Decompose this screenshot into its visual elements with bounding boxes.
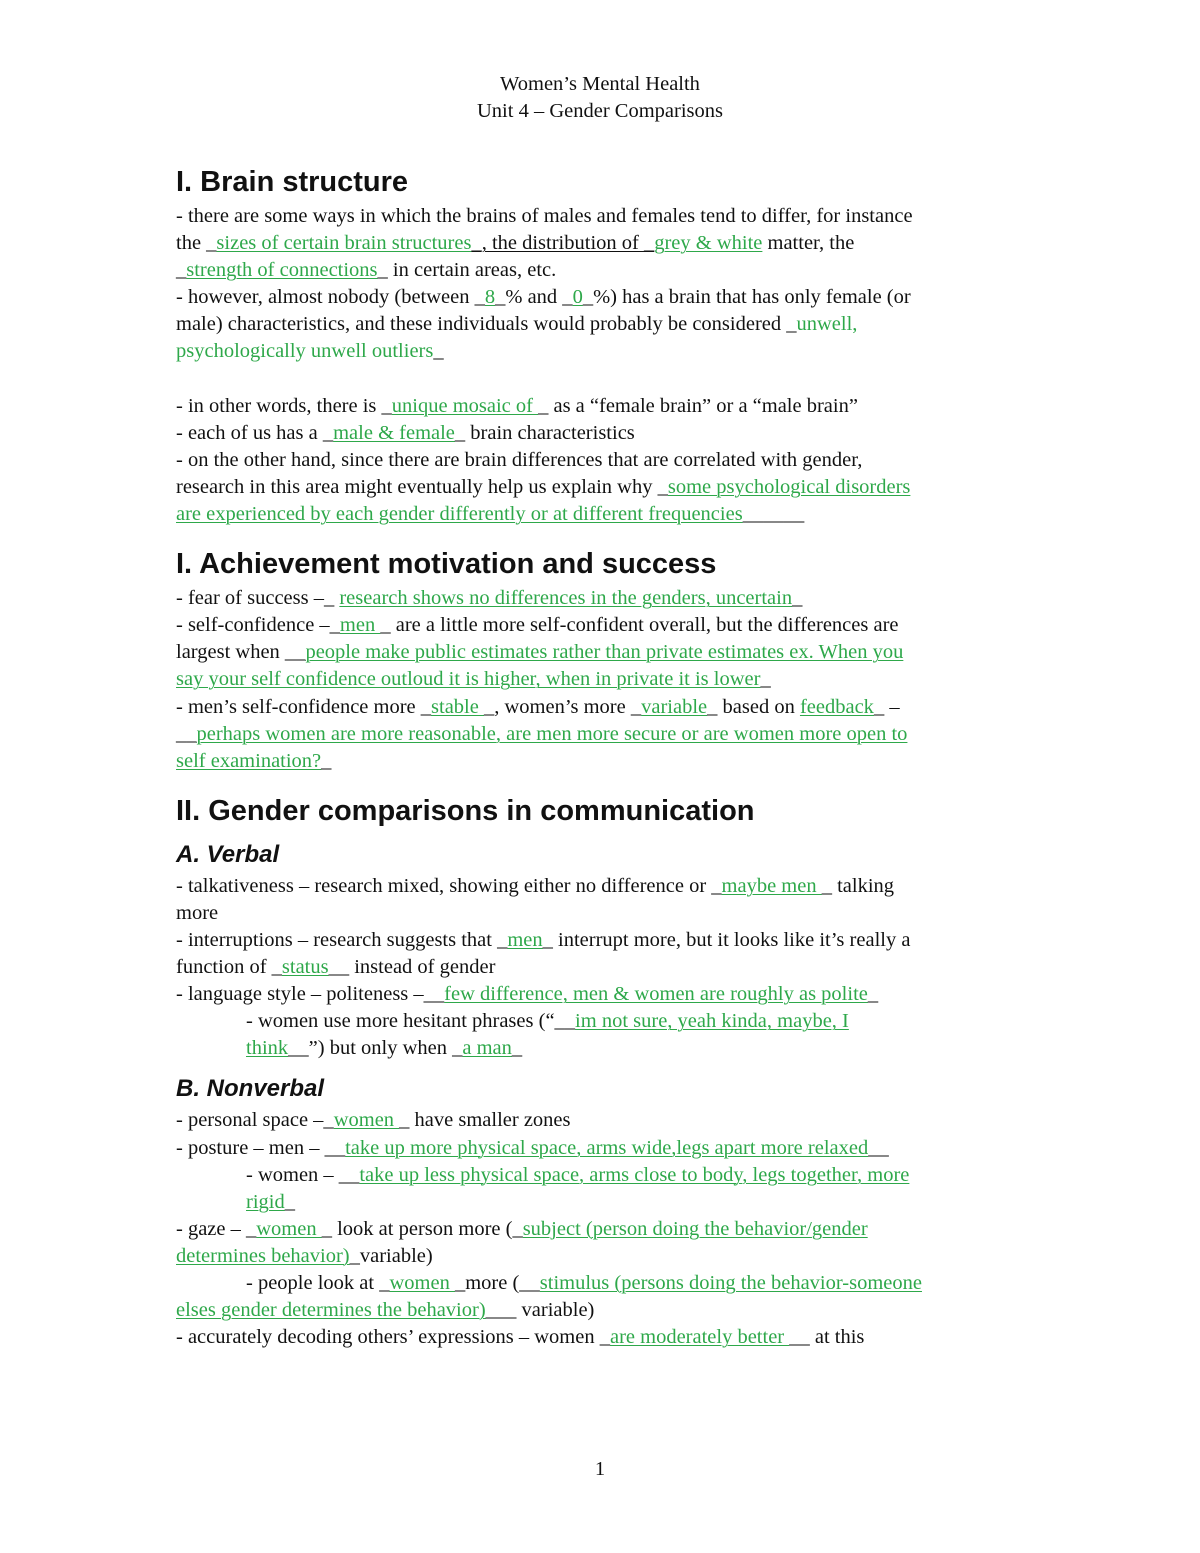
text-line: [176, 694, 1046, 721]
text-span: - each of us has a _: [176, 421, 334, 444]
answer-text: take up more physical space, arms wide,legs apart more relaxed: [345, 1136, 869, 1159]
answer-text: psychologically unwell outliers: [176, 340, 434, 363]
text-line: [176, 1270, 1046, 1297]
text-span: - posture – men – __: [176, 1136, 346, 1159]
subheading-verbal: A. Verbal: [176, 840, 280, 868]
text-span: _variable): [349, 1244, 433, 1267]
text-span: - on the other hand, since there are brain differences that are correlated with gender,: [176, 448, 863, 471]
section-heading-communication: II. Gender comparisons in communication: [176, 794, 755, 827]
text-span: - personal space –_: [176, 1109, 334, 1132]
answer-text: self examination?: [176, 749, 322, 772]
text-line: [176, 666, 1046, 693]
text-span: - accurately decoding others’ expressions – women _: [176, 1326, 610, 1349]
text-line: [176, 257, 1046, 284]
answer-text: 8: [484, 286, 496, 309]
answer-text: variable: [641, 695, 708, 718]
answer-text: maybe men: [721, 874, 822, 897]
text-span: __ at this: [789, 1326, 865, 1349]
text-span: _ in certain areas, etc.: [377, 259, 557, 282]
answer-text: stimulus (persons doing the behavior-someone: [539, 1272, 922, 1294]
answer-text: are moderately better: [609, 1326, 790, 1349]
text-span: ______: [742, 503, 805, 526]
text-span: __ instead of gender: [328, 956, 496, 979]
text-span: _ talking: [821, 874, 895, 897]
text-line: [176, 981, 1046, 1008]
text-line: [176, 284, 1046, 311]
document-header: [0, 71, 1200, 125]
text-span: - people look at _: [246, 1272, 390, 1294]
unit-title: Unit 4 – Gender Comparisons: [477, 100, 723, 122]
text-line: [176, 900, 1046, 927]
text-line: [176, 721, 1046, 748]
answer-text: im not sure, yeah kinda, maybe, I: [575, 1010, 849, 1033]
answer-text: say your self confidence outloud it is higher, when in private it is lower: [176, 668, 761, 691]
answer-text: subject (person doing the behavior/gender: [522, 1217, 868, 1240]
text-span: - in other words, there is _: [176, 394, 392, 417]
answer-text: rigid: [246, 1190, 285, 1213]
text-span: matter, the: [762, 232, 855, 255]
text-span: _: [511, 1037, 523, 1060]
text-line: [176, 1297, 1046, 1324]
text-span: function of _: [176, 956, 282, 979]
text-line: [176, 1324, 1046, 1351]
text-span: __”) but only when _: [288, 1037, 463, 1060]
answer-text: feedback: [799, 695, 874, 718]
document-body: [176, 164, 1046, 1351]
answer-text: are experienced by each gender differently or at different frequencies: [176, 503, 743, 526]
answer-text: unique mosaic of: [391, 394, 539, 417]
subheading-nonverbal: B. Nonverbal: [176, 1075, 325, 1103]
text-span: _ are a little more self-confident overall, but the differences are: [380, 614, 899, 637]
text-span: _: [176, 259, 187, 282]
text-line: [176, 501, 1046, 528]
answer-text: few difference, men & women are roughly as polite: [444, 983, 868, 1006]
text-line: [176, 1216, 1046, 1243]
text-line: [176, 393, 1046, 420]
answer-text: unwell,: [796, 313, 858, 336]
answer-text: stable: [431, 695, 484, 718]
text-line: [176, 639, 1046, 666]
page-number: 1: [594, 1458, 606, 1480]
text-line: [176, 612, 1046, 639]
answer-text: women: [256, 1217, 322, 1240]
text-span: - men’s self-confidence more _: [176, 695, 432, 718]
text-span: - gaze – _: [176, 1217, 257, 1240]
text-span: - women use more hesitant phrases (“__: [246, 1010, 576, 1033]
text-line: [176, 927, 1046, 954]
answer-text: women: [333, 1109, 400, 1132]
answer-text: strength of connections: [186, 259, 378, 282]
answer-text: sizes of certain brain structures: [216, 232, 472, 255]
text-span: _ brain characteristics: [454, 421, 635, 444]
answer-text: grey & white: [654, 232, 763, 255]
text-line: [176, 1035, 1046, 1062]
answer-text: determines behavior): [176, 1244, 350, 1267]
text-line: [176, 420, 1046, 447]
text-span: male) characteristics, and these individuals would probably be considered _: [176, 313, 797, 336]
answer-text: men: [507, 928, 543, 951]
text-span: _: [760, 668, 771, 691]
text-span: _%) has a brain that has only female (or: [582, 286, 911, 309]
text-span: _ look at person more (_: [321, 1217, 523, 1240]
text-span: _ based on: [707, 695, 800, 718]
text-span: __: [176, 722, 197, 745]
text-line: [176, 1107, 1046, 1134]
text-line: [176, 954, 1046, 981]
text-span: _: [867, 983, 879, 1006]
text-span: _, women’s more _: [483, 695, 642, 718]
text-line: [176, 1189, 1046, 1216]
text-span: __: [868, 1136, 889, 1159]
answer-text: perhaps women are more reasonable, are men more secure or are women more open to: [196, 722, 908, 745]
answer-text: men: [339, 614, 381, 637]
section-heading-achievement: I. Achievement motivation and success: [176, 548, 717, 581]
text-span: - there are some ways in which the brains of males and females tend to differ, for instance: [176, 205, 913, 227]
text-span: _: [433, 340, 444, 363]
blank-line: [176, 366, 1046, 393]
text-span: largest when __: [176, 641, 306, 664]
text-span: research in this area might eventually help us explain why _: [176, 475, 668, 498]
text-span: _ interrupt more, but it looks like it’s really a: [542, 928, 911, 951]
text-span: the _: [176, 232, 217, 255]
text-line: [176, 873, 1046, 900]
text-span: ___ variable): [485, 1299, 595, 1322]
text-span: - interruptions – research suggests that _: [176, 928, 508, 951]
text-span: _ have smaller zones: [399, 1109, 571, 1132]
answer-text: people make public estimates rather than private estimates ex. When you: [305, 641, 904, 664]
answer-text: women: [389, 1272, 455, 1294]
text-line: [176, 1008, 1046, 1035]
section-heading-brain-structure: I. Brain structure: [176, 166, 409, 198]
text-span: - language style – politeness –__: [176, 983, 445, 1006]
answer-text: take up less physical space, arms close to body, legs together, more: [359, 1163, 910, 1186]
text-line: [176, 338, 1046, 365]
text-span: more: [176, 901, 219, 924]
text-line: [176, 203, 1046, 230]
answer-text: elses gender determines the behavior): [176, 1299, 486, 1322]
text-span: _ as a “female brain” or a “male brain”: [538, 394, 858, 417]
text-span: _ –: [873, 695, 900, 718]
text-line: [176, 585, 1046, 612]
text-span: _more (__: [454, 1272, 540, 1294]
answer-text: status: [281, 956, 329, 979]
text-line: [176, 474, 1046, 501]
text-span: _, the distribution of _: [471, 232, 655, 255]
text-span: - self-confidence –_: [176, 614, 340, 637]
answer-text: some psychological disorders: [667, 475, 911, 498]
text-span: _: [792, 587, 803, 610]
text-line: [176, 748, 1046, 775]
text-line: [176, 1162, 1046, 1189]
text-span: - however, almost nobody (between _: [176, 286, 485, 309]
text-line: [176, 230, 1046, 257]
course-title: Women’s Mental Health: [500, 73, 700, 95]
text-span: - women – __: [246, 1163, 360, 1186]
text-line: [176, 1135, 1046, 1162]
answer-text: a man: [462, 1037, 512, 1060]
text-line: [176, 311, 1046, 338]
answer-text: male & female: [333, 421, 455, 444]
answer-text: research shows no differences in the genders, uncertain: [339, 587, 793, 610]
text-line: [176, 1243, 1046, 1270]
text-line: [176, 447, 1046, 474]
answer-text: 0: [572, 286, 583, 309]
text-span: _: [321, 749, 332, 772]
text-span: - talkativeness – research mixed, showing either no difference or _: [176, 874, 722, 897]
answer-text: think: [246, 1037, 289, 1060]
text-span: _% and _: [495, 286, 573, 309]
text-span: - fear of success –_: [176, 587, 340, 610]
text-span: _: [284, 1190, 295, 1213]
